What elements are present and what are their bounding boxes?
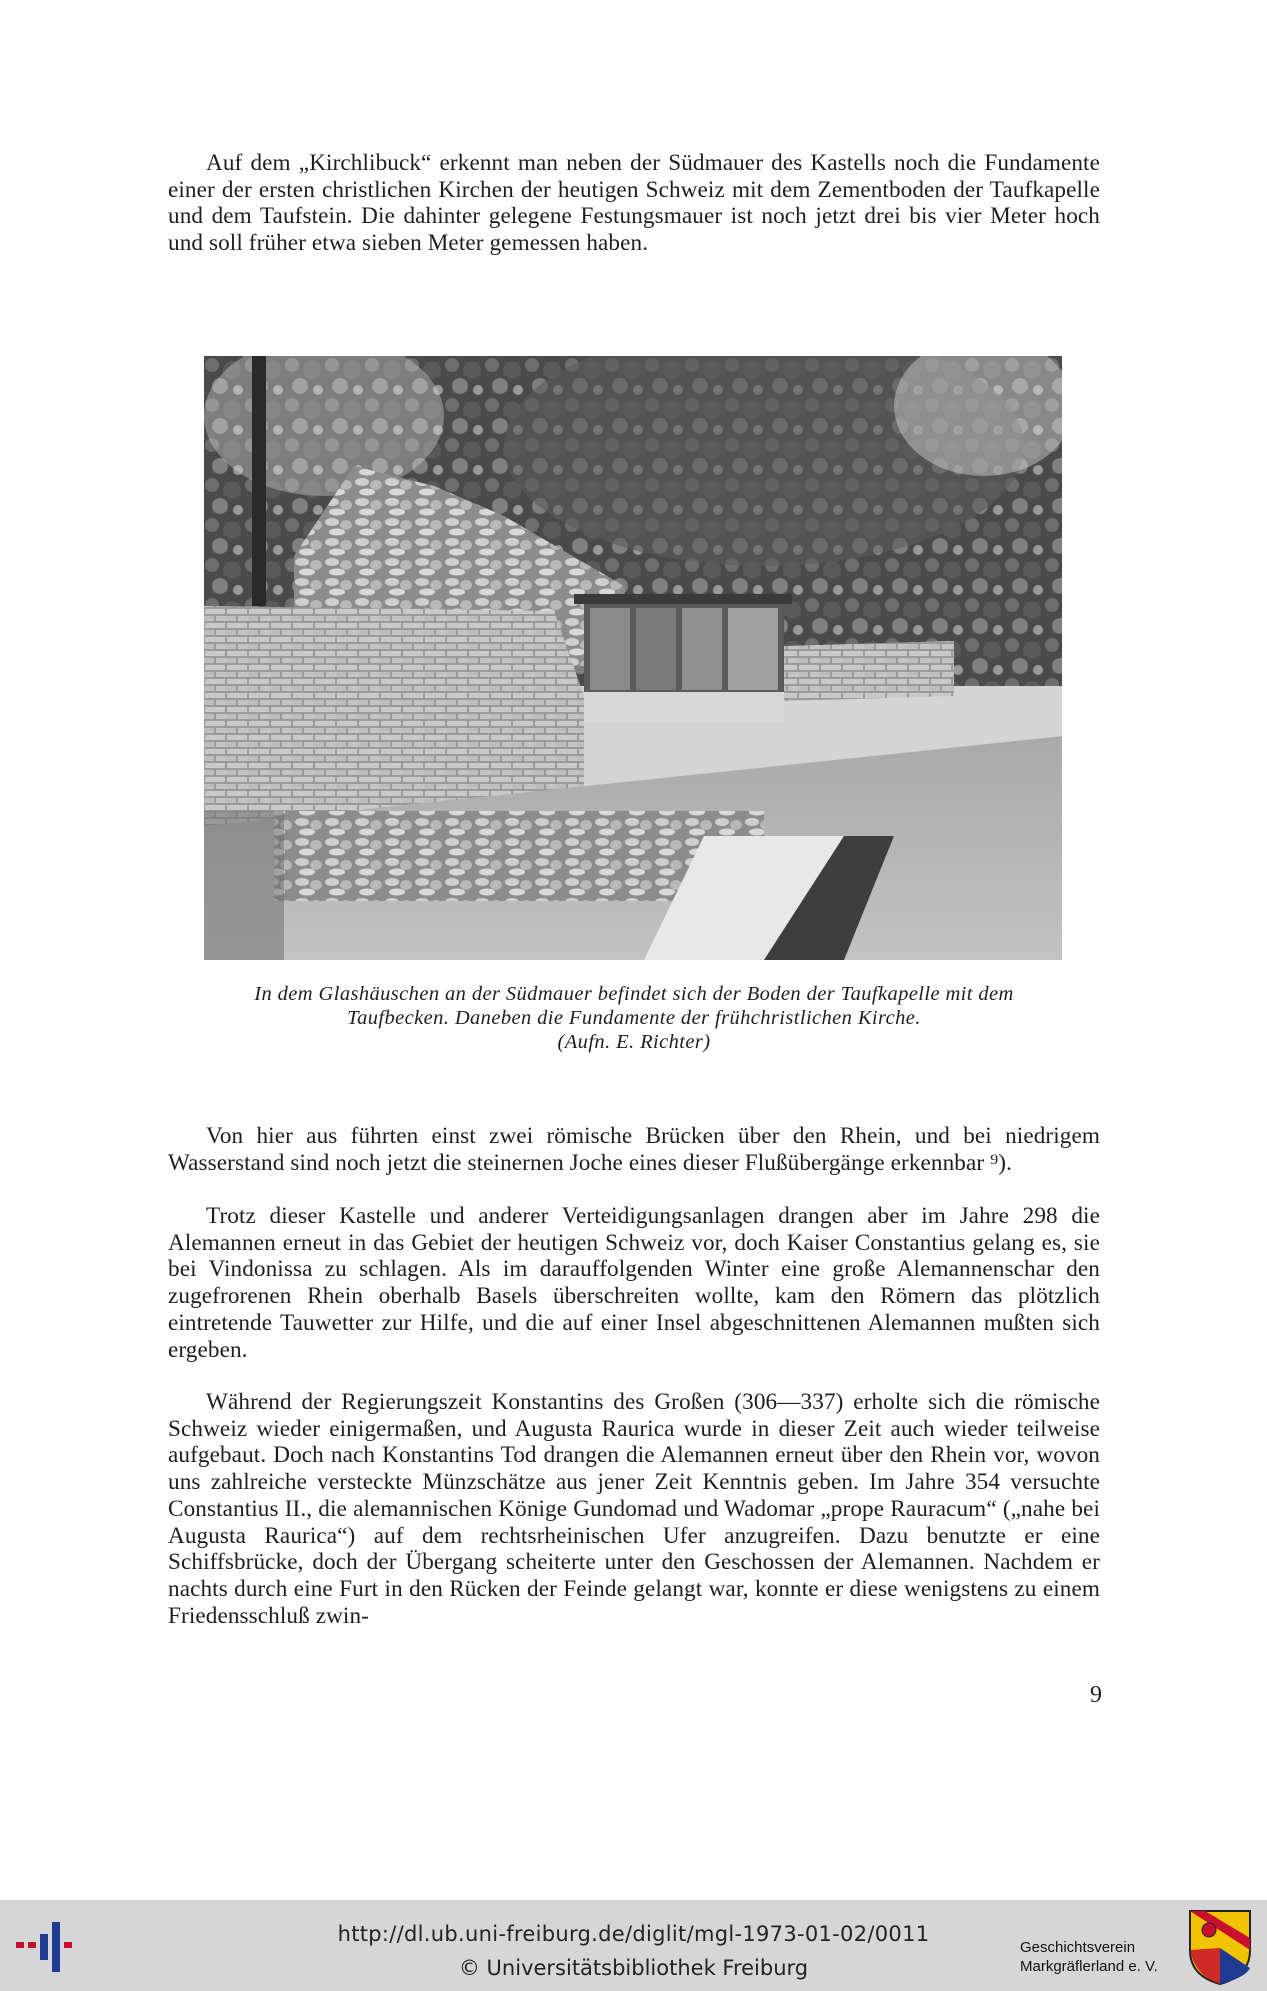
footer-bar bbox=[0, 1900, 1267, 1991]
caption-line-1: In dem Glashäuschen an der Südmauer befindet sich der Boden der Taufkapelle mit dem bbox=[254, 983, 1014, 1005]
society-line-1: Geschichtsverein bbox=[1020, 1939, 1136, 1956]
footer-url-link[interactable]: http://dl.ub.uni-freiburg.de/diglit/mgl-1973-01-02/0011 bbox=[337, 1922, 930, 1946]
caption-line-2: Taufbecken. Daneben die Fundamente der frühchristlichen Kirche. bbox=[347, 1007, 921, 1029]
paragraph-alemanni-298: Trotz dieser Kastelle und anderer Verteidigungsanlagen drangen aber im Jahre 298 die Alemannen erneut in das Gebiet der heutigen Schweiz vor, doch Kaiser Constantius gelang es, sie bei Vindonissa zu schlagen. Als im darauffolgenden Winter eine große Alemannenschar den zugefrorenen Rhein oberhalb Basels überschreiten wollte, kam den Römern das plötzlich eintretende Tauwetter zur Hilfe, und die auf einer Insel abgeschnittenen Alemannen mußten sich ergeben. bbox=[168, 1203, 1100, 1363]
intro-paragraph: Auf dem „Kirchlibuck“ erkennt man neben der Südmauer des Kastells noch die Fundamente einer der ersten christlichen Kirchen der heutigen Schweiz mit dem Zementboden der Taufkapelle und dem Taufstein. Die dahinter gelegene Festungsmauer ist noch jetzt drei bis vier Meter hoch und soll früher etwa sieben Meter gemessen haben. bbox=[168, 150, 1100, 257]
page-number: 9 bbox=[1090, 1682, 1102, 1708]
footer-copyright: © Universitätsbibliothek Freiburg bbox=[458, 1956, 809, 1980]
paragraph-constantine: Während der Regierungszeit Konstantins des Großen (306—337) erholte sich die römische Schweiz wieder einigermaßen, und Augusta Raurica wurde in dieser Zeit auch wieder teilweise aufgebaut. Doch nach Konstantins Tod drangen die Alemannen erneut über den Rhein vor, wovon uns zahlreiche versteckte Münzschätze aus jener Zeit Kenntnis geben. Im Jahre 354 versuchte Constantius II., die alemannischen Könige Gundomad und Wadomar „prope Rauracum“ („nahe bei Augusta Raurica“) auf dem rechtsrheinischen Ufer anzugreifen. Dazu benutzte er eine Schiffsbrücke, doch der Übergang scheiterte unter den Geschossen der Alemannen. Nachdem er nachts durch eine Furt in den Rücken der Feinde gelangt war, konnte er diese wenigstens zu einem Friedensschluß zwin- bbox=[168, 1389, 1100, 1629]
society-line-2: Markgräflerland e. V. bbox=[1020, 1958, 1158, 1975]
archaeological-site-photo bbox=[204, 356, 1062, 960]
figure-photo bbox=[204, 356, 1062, 960]
coat-of-arms-icon bbox=[1187, 1908, 1253, 1986]
society-name bbox=[1020, 1938, 1180, 1976]
figure-caption bbox=[168, 982, 1100, 1054]
paragraph-bridges: Von hier aus führten einst zwei römische Brücken über den Rhein, und bei niedrigem Wasserstand sind noch jetzt die steinernen Joche eines dieser Flußübergänge erkennbar ⁹). bbox=[168, 1123, 1100, 1176]
caption-credit: (Aufn. E. Richter) bbox=[557, 1031, 711, 1053]
